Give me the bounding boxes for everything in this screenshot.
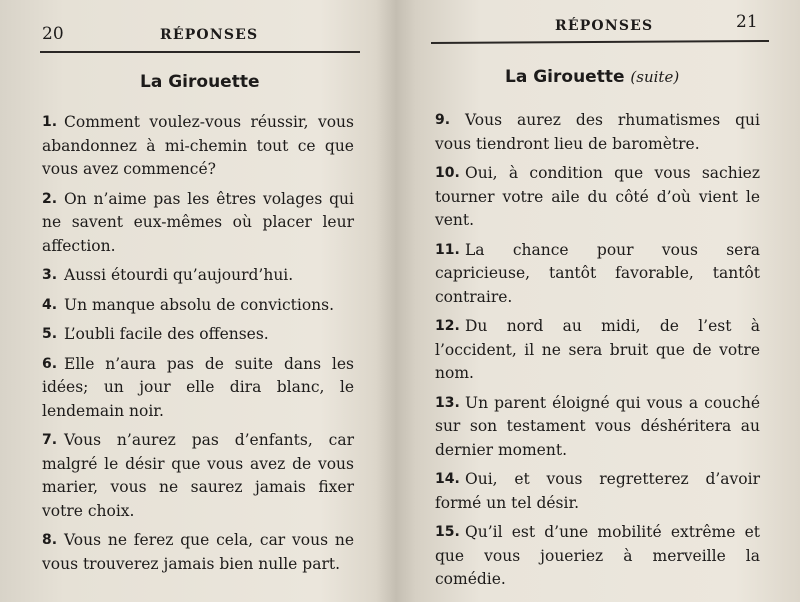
answer-text: Qu’il est d’une mobilité extrême et que vous joueriez à merveille la comédie. [435, 523, 760, 588]
answer-text: Oui, à condition que vous sachiez tourner votre aile du côté d’où vient le vent. [435, 164, 760, 229]
answer-item [435, 162, 760, 233]
answer-number: 4. [42, 296, 58, 313]
answer-number: 1. [42, 114, 58, 130]
answer-item [42, 323, 354, 347]
left-page [0, 0, 395, 602]
answer-item [435, 392, 760, 463]
answer-item [435, 315, 760, 386]
answer-number: 13. [435, 394, 460, 411]
answer-text: Un parent éloigné qui vous a couché sur son testament vous déshéritera au dernier moment. [435, 393, 760, 459]
answer-item [42, 529, 354, 576]
page-number: 21 [736, 12, 758, 32]
page-number: 20 [42, 24, 64, 44]
answer-number: 7. [42, 432, 58, 448]
answer-item [435, 239, 760, 310]
running-head: RÉPONSES [555, 18, 654, 34]
answer-list [42, 111, 354, 576]
answer-number: 2. [42, 190, 58, 207]
answer-item [435, 468, 760, 515]
answer-text: On n’aime pas les êtres volages qui ne savent eux-mêmes où placer leur affection. [42, 189, 354, 255]
answer-item [42, 111, 354, 182]
answer-text: Un manque absolu de convictions. [64, 295, 335, 314]
answer-text: Oui, et vous regretterez d’avoir formé un tel désir. [435, 470, 760, 512]
answer-number: 6. [42, 355, 58, 372]
answer-item [42, 188, 354, 259]
answer-number: 5. [42, 326, 58, 342]
section-title-suffix: (suite) [630, 68, 680, 86]
answer-list [435, 109, 760, 592]
answer-number: 9. [435, 112, 451, 128]
answer-number: 3. [42, 267, 58, 283]
running-head: RÉPONSES [160, 27, 259, 43]
answer-text: Vous n’aurez pas d’enfants, car malgré le désir que vous avez de vous marier, vous ne saurez jamais fixer votre choix. [42, 431, 354, 520]
section-title [505, 67, 679, 87]
answer-number: 15. [435, 524, 460, 540]
answer-text: L’oubli facile des offenses. [64, 325, 269, 343]
answer-number: 10. [435, 165, 460, 181]
header-rule [431, 40, 769, 44]
answer-text: Vous aurez des rhumatismes qui vous tiendront lieu de baromètre. [435, 111, 760, 153]
answer-number: 14. [435, 471, 460, 487]
answer-number: 8. [42, 532, 58, 548]
right-page [405, 0, 800, 602]
answer-text: La chance pour vous sera capricieuse, tantôt favorable, tantôt contraire. [435, 240, 760, 306]
answer-number: 11. [435, 241, 460, 258]
answer-text: Comment voulez-vous réussir, vous abandonnez à mi-chemin tout ce que vous avez commencé? [42, 113, 354, 178]
answer-item [42, 294, 354, 318]
answer-text: Aussi étourdi qu’aujourd’hui. [64, 266, 294, 284]
answer-text: Elle n’aura pas de suite dans les idées; un jour elle dira blanc, le lendemain noir. [42, 354, 354, 420]
answer-text: Du nord au midi, de l’est à l’occident, il ne sera bruit que de votre nom. [435, 317, 760, 382]
header-rule [40, 51, 360, 53]
section-title: La Girouette [140, 72, 260, 92]
answer-number: 12. [435, 318, 460, 334]
answer-text: Vous ne ferez que cela, car vous ne vous trouverez jamais bien nulle part. [42, 531, 354, 573]
answer-item [42, 353, 354, 424]
answer-item [435, 109, 760, 156]
answer-item [42, 429, 354, 523]
answer-item [42, 264, 354, 288]
answer-item [435, 521, 760, 592]
section-title-text: La Girouette [505, 67, 625, 87]
